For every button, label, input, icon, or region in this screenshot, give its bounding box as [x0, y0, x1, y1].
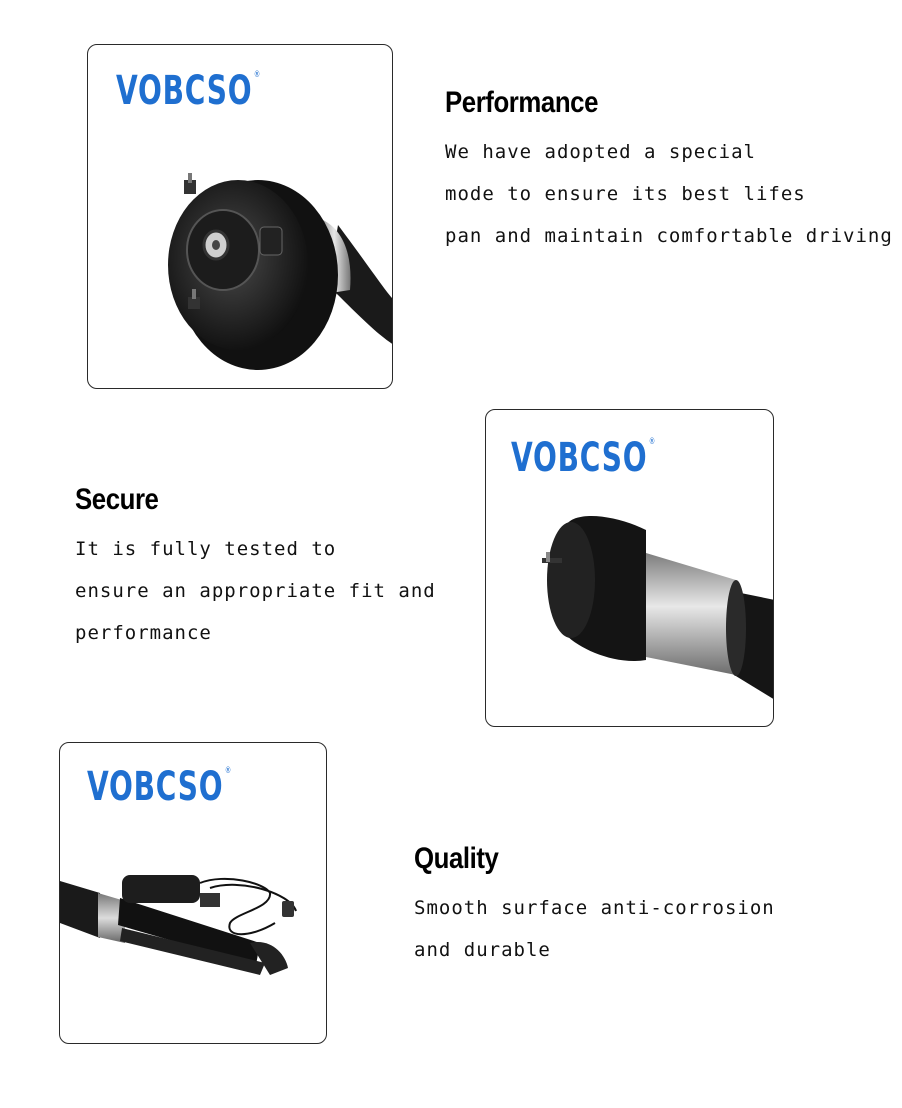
air-strut-top-mount-image [88, 45, 393, 389]
section-text-quality-line-1: Smooth surface anti-corrosion [414, 897, 775, 919]
section-text-secure-line-3: performance [75, 622, 212, 644]
section-title-quality: Quality [414, 842, 499, 875]
product-image-card-strut-side [485, 409, 774, 727]
rear-shock-absorber-image [60, 743, 327, 1044]
section-text-secure-line-2: ensure an appropriate fit and [75, 580, 436, 602]
section-title-performance: Performance [445, 86, 599, 119]
section-title-secure: Secure [75, 483, 159, 516]
section-text-secure-line-1: It is fully tested to [75, 538, 337, 560]
brand-logo: VOBCSO ® [116, 68, 262, 114]
product-image-card-rear-shock [59, 742, 327, 1044]
air-strut-side-image [486, 410, 774, 727]
brand-logo: VOBCSO ® [87, 764, 233, 810]
brand-logo: VOBCSO ® [511, 435, 657, 481]
section-text-performance-line-2: mode to ensure its best lifes [445, 183, 806, 205]
section-text-performance-line-3: pan and maintain comfortable driving [445, 225, 893, 247]
section-text-quality-line-2: and durable [414, 939, 551, 961]
section-text-performance-line-1: We have adopted a special [445, 141, 756, 163]
product-image-card-top-mount [87, 44, 393, 389]
